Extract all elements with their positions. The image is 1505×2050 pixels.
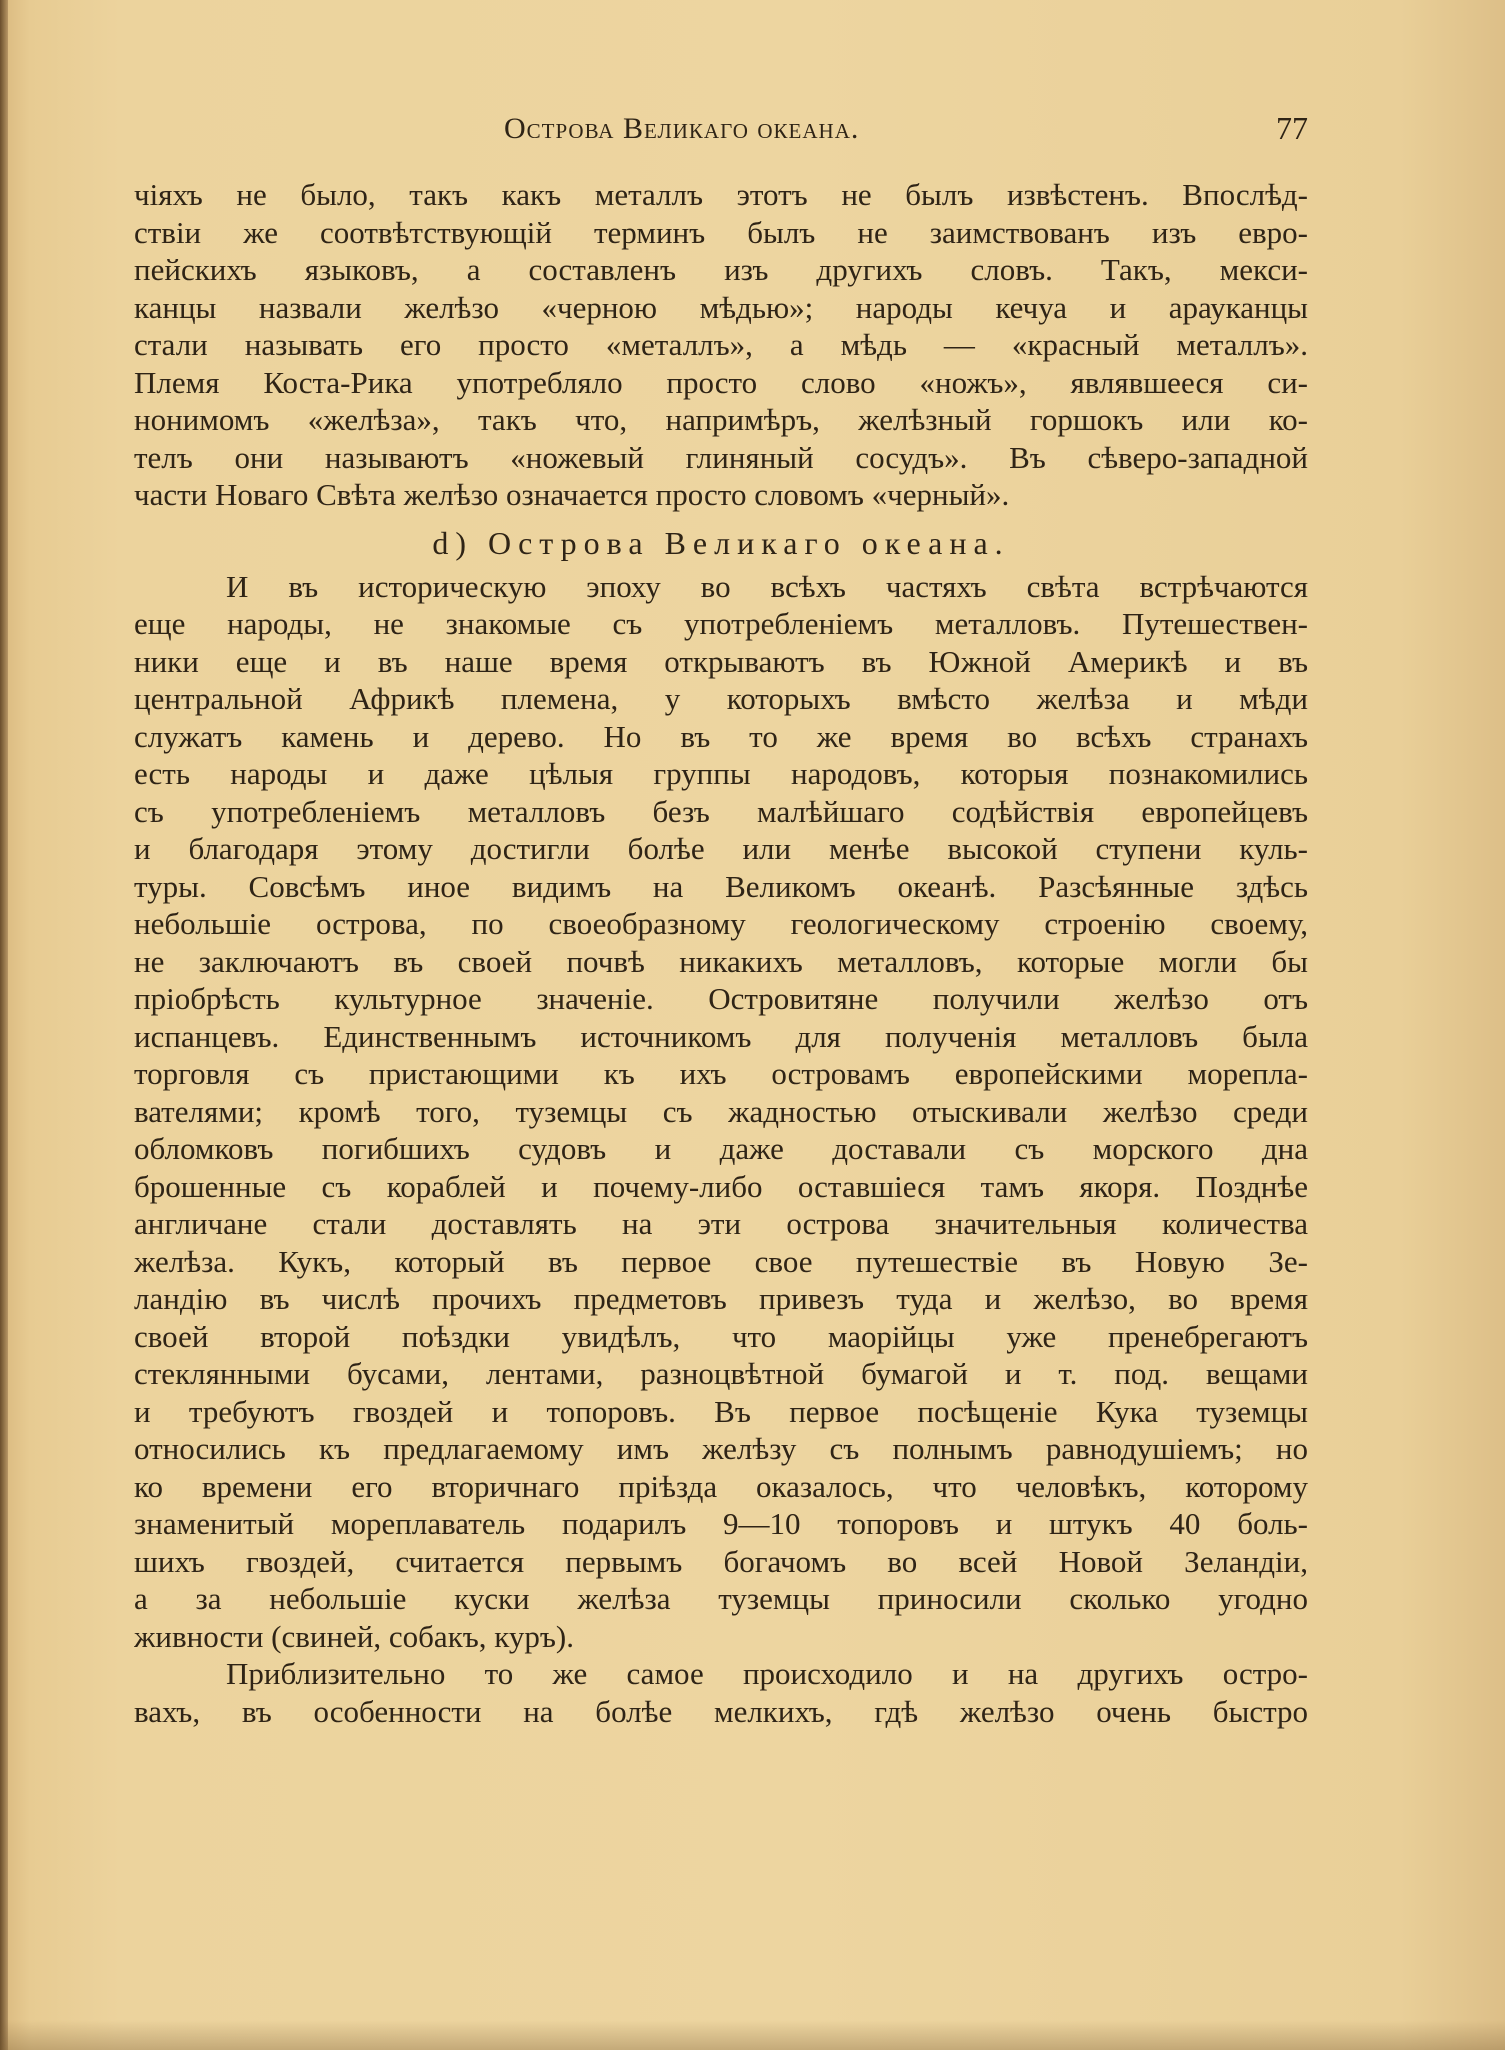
text-line: чіяхъ не было, такъ какъ металлъ этотъ не былъ извѣстенъ. Впослѣд- (134, 177, 1308, 212)
text-line: канцы назвали желѣзо «черною мѣдью»; народы кечуа и арауканцы (134, 289, 1308, 325)
text-line: вателями; кромѣ того, туземцы съ жадностью отыскивали желѣзо среди (134, 1093, 1308, 1129)
text-line: Племя Коста-Рика употребляло просто слово «ножъ», являвшееся си- (134, 364, 1308, 400)
text-line: пріобрѣсть культурное значеніе. Островитяне получили желѣзо отъ (134, 981, 1308, 1016)
text-line: еще народы, не знакомые съ употребленіемъ металловъ. Путешествен- (134, 606, 1308, 641)
text-line: вахъ, въ особенности на болѣе мелкихъ, гдѣ желѣзо очень быстро (134, 1693, 1308, 1729)
page-number: 77 (1276, 110, 1308, 146)
text-line: шихъ гвоздей, считается первымъ богачомъ во всей Новой Зеландіи, (134, 1543, 1308, 1579)
section-heading: d) Острова Великаго океана. (432, 524, 1010, 561)
page-bottom-shadow (0, 2020, 1505, 2050)
text-line: стеклянными бусами, лентами, разноцвѣтной бумагой и т. под. вещами (134, 1356, 1308, 1391)
page-binding-edge (0, 0, 8, 2050)
text-line: живности (свиней, собакъ, куръ). (134, 1618, 575, 1654)
paragraph-2 (134, 568, 1308, 1656)
text-line: ко времени его вторичнаго пріѣзда оказалось, что человѣкъ, которому (134, 1468, 1308, 1504)
text-line: англичане стали доставлять на эти острова значительныя количества (134, 1206, 1308, 1241)
text-line: ландію въ числѣ прочихъ предметовъ привезъ туда и желѣзо, во время (134, 1281, 1308, 1316)
text-line: центральной Африкѣ племена, у которыхъ вмѣсто желѣза и мѣди (134, 681, 1308, 716)
paragraph-3 (134, 1655, 1308, 1730)
text-line: телъ они называютъ «ножевый глиняный сосудъ». Въ сѣверо-западной (134, 439, 1308, 475)
running-title: Острова Великаго океана. (504, 112, 860, 145)
text-line: съ употребленіемъ металловъ безъ малѣйшаго содѣйствія европейцевъ (134, 793, 1308, 829)
text-line: не заключаютъ въ своей почвѣ никакихъ металловъ, которые могли бы (134, 943, 1308, 979)
text-line: и требуютъ гвоздей и топоровъ. Въ первое посѣщеніе Кука туземцы (134, 1393, 1308, 1429)
text-line: нонимомъ «желѣза», такъ что, напримѣръ, желѣзный горшокъ или ко- (134, 402, 1308, 437)
body-text (134, 176, 1308, 1730)
paragraph-1 (134, 176, 1308, 514)
text-line: части Новаго Свѣта желѣзо означается просто словомъ «черный». (134, 477, 1010, 512)
text-line: ствіи же соотвѣтствующій терминъ былъ не заимствованъ изъ евро- (134, 214, 1308, 250)
text-line: Приблизительно то же самое происходило и на другихъ остро- (226, 1656, 1308, 1691)
text-line: служатъ камень и дерево. Но въ то же время во всѣхъ странахъ (134, 718, 1308, 754)
text-line: есть народы и даже цѣлыя группы народовъ, которыя познакомились (134, 756, 1308, 791)
text-line: желѣза. Кукъ, который въ первое свое путешествіе въ Новую Зе- (134, 1243, 1308, 1279)
text-line: а за небольшіе куски желѣза туземцы приносили сколько угодно (134, 1581, 1308, 1616)
text-line: стали называть его просто «металлъ», а мѣдь — «красный металлъ». (134, 327, 1308, 362)
text-line: своей второй поѣздки увидѣлъ, что маорійцы уже пренебрегаютъ (134, 1318, 1308, 1354)
text-line: туры. Совсѣмъ иное видимъ на Великомъ океанѣ. Разсѣянные здѣсь (134, 868, 1308, 904)
text-line: обломковъ погибшихъ судовъ и даже доставали съ морского дна (134, 1131, 1308, 1166)
text-line: торговля съ пристающими къ ихъ островамъ европейскими морепла- (134, 1056, 1308, 1091)
text-line: знаменитый мореплаватель подарилъ 9—10 топоровъ и штукъ 40 боль- (134, 1506, 1308, 1541)
text-line: пейскихъ языковъ, а составленъ изъ другихъ словъ. Такъ, мекси- (134, 252, 1308, 287)
page-header (134, 112, 1308, 158)
text-line: небольшіе острова, по своеобразному геологическому строенію своему, (134, 906, 1308, 941)
text-line: ники еще и въ наше время открываютъ въ Южной Америкѣ и въ (134, 643, 1308, 679)
text-line: брошенные съ кораблей и почему-либо оставшіеся тамъ якоря. Позднѣе (134, 1168, 1308, 1204)
text-line: И въ историческую эпоху во всѣхъ частяхъ свѣта встрѣчаются (226, 568, 1308, 604)
text-line: и благодаря этому достигли болѣе или менѣе высокой ступени куль- (134, 831, 1308, 866)
text-line: относились къ предлагаемому имъ желѣзу съ полнымъ равнодушіемъ; но (134, 1431, 1308, 1466)
text-line: испанцевъ. Единственнымъ источникомъ для полученія металловъ была (134, 1018, 1308, 1054)
